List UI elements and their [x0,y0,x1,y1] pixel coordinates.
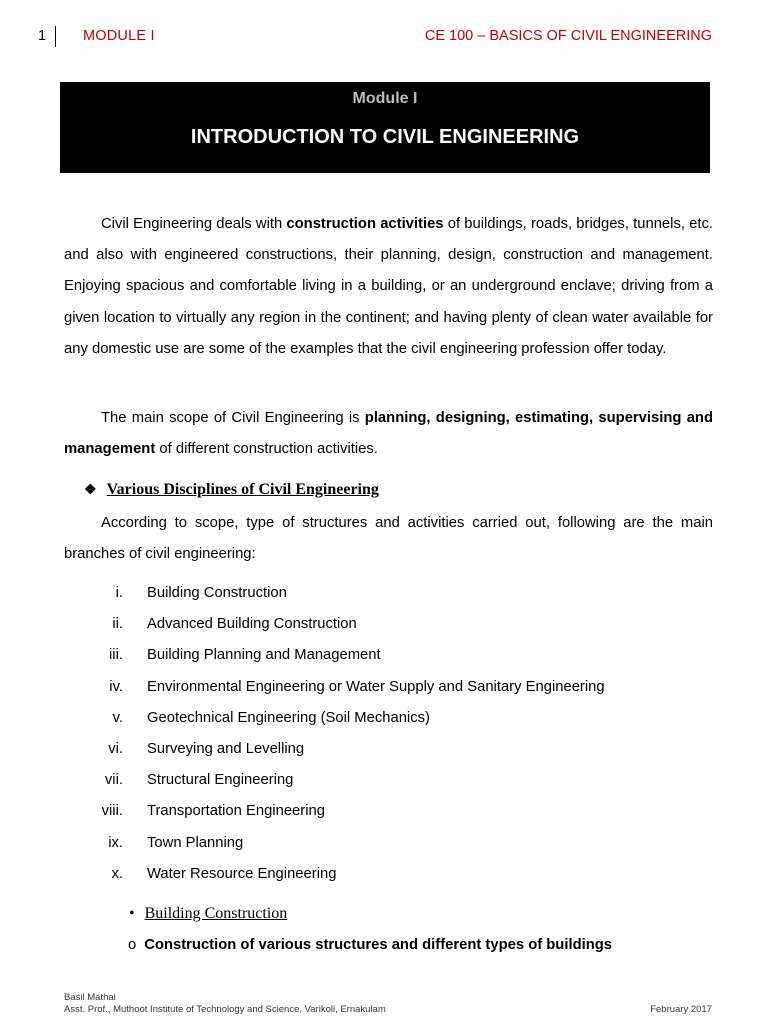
intro-paragraph [64,209,713,365]
list-item-number: x. [111,865,123,882]
scope-text-2: of different construction activities. [155,441,378,458]
list-item-label: Advanced Building Construction [147,616,357,633]
list-item-number: ii. [112,616,123,633]
page-header [38,26,712,48]
footer-author: Basil Mathai [64,992,116,1003]
list-item [0,765,768,796]
list-item [0,734,768,765]
page-title: INTRODUCTION TO CIVIL ENGINEERING [190,126,580,148]
list-item [0,859,768,890]
course-title: CE 100 – BASICS OF CIVIL ENGINEERING [424,28,712,44]
page-number: 1 [38,28,47,44]
intro-bold: construction activities [286,216,444,232]
list-item-number: iii. [109,647,123,664]
list-item-number: vii. [104,772,123,789]
module-subtitle: Module I [352,90,418,107]
building-construction-heading [129,905,287,923]
branches-intro: According to scope, type of structures and activities carried out, following are the main branches of civil engineering: [64,515,713,563]
intro-text-1: Civil Engineering deals with [101,216,287,232]
list-item-label: Building Planning and Management [147,647,381,664]
diamond-bullet-icon: ❖ [84,483,97,498]
list-item [0,703,768,734]
title-box [60,82,710,173]
list-item-label: Surveying and Levelling [147,740,305,757]
module-label: MODULE I [83,28,155,44]
footer-date: February 2017 [650,1004,712,1015]
list-item-number: i. [115,585,123,601]
section-heading [84,481,379,499]
circle-bullet-icon: o [128,937,137,953]
scope-text-1: The main scope of Civil Engineering is [101,410,365,426]
list-item-number: vi. [108,740,123,757]
list-item [0,672,768,703]
list-item-number: v. [112,709,123,726]
list-item-number: viii. [101,803,123,820]
list-item [0,640,768,671]
sub-bullet-item [128,937,612,953]
footer-affiliation: Asst. Prof., Muthoot Institute of Technology and Science, Varikoli, Ernakulam [64,1004,386,1015]
building-construction-text: Building Construction [144,905,288,922]
list-item-label: Structural Engineering [147,772,294,789]
list-item-label: Environmental Engineering or Water Supply and Sanitary Engineering [147,678,605,695]
intro-text-2: of buildings, roads, bridges, tunnels, etc. and also with engineered constructions, their planning, design, construction and management. Enjoying spacious and comfortable living in a building, or an underground enclave; driving from a given location to virtually any region in the continent; and having plenty of clean water available for any domestic use are some of the examples that the civil engineering profession offer today. [64,216,713,357]
list-item [0,609,768,640]
sub-bullet-text: Construction of various structures and different types of buildings [144,937,613,953]
list-item-label: Town Planning [147,834,244,851]
section-heading-text: Various Disciplines of Civil Engineering [106,481,379,498]
header-divider [55,26,56,47]
list-item [0,828,768,859]
list-item-number: iv. [109,678,123,695]
scope-bold: planning, designing, estimating, supervising and management [64,410,714,458]
list-item [0,796,768,827]
branches-list [0,578,768,890]
list-item-label: Geotechnical Engineering (Soil Mechanics) [147,709,430,726]
page-footer [64,992,712,1016]
bullet-dot-icon: • [129,905,135,922]
list-item-number: ix. [108,834,123,851]
list-item-label: Building Construction [147,585,287,601]
list-item [0,578,768,609]
list-item-label: Water Resource Engineering [147,865,337,882]
scope-paragraph [64,403,713,465]
list-item-label: Transportation Engineering [147,803,325,820]
